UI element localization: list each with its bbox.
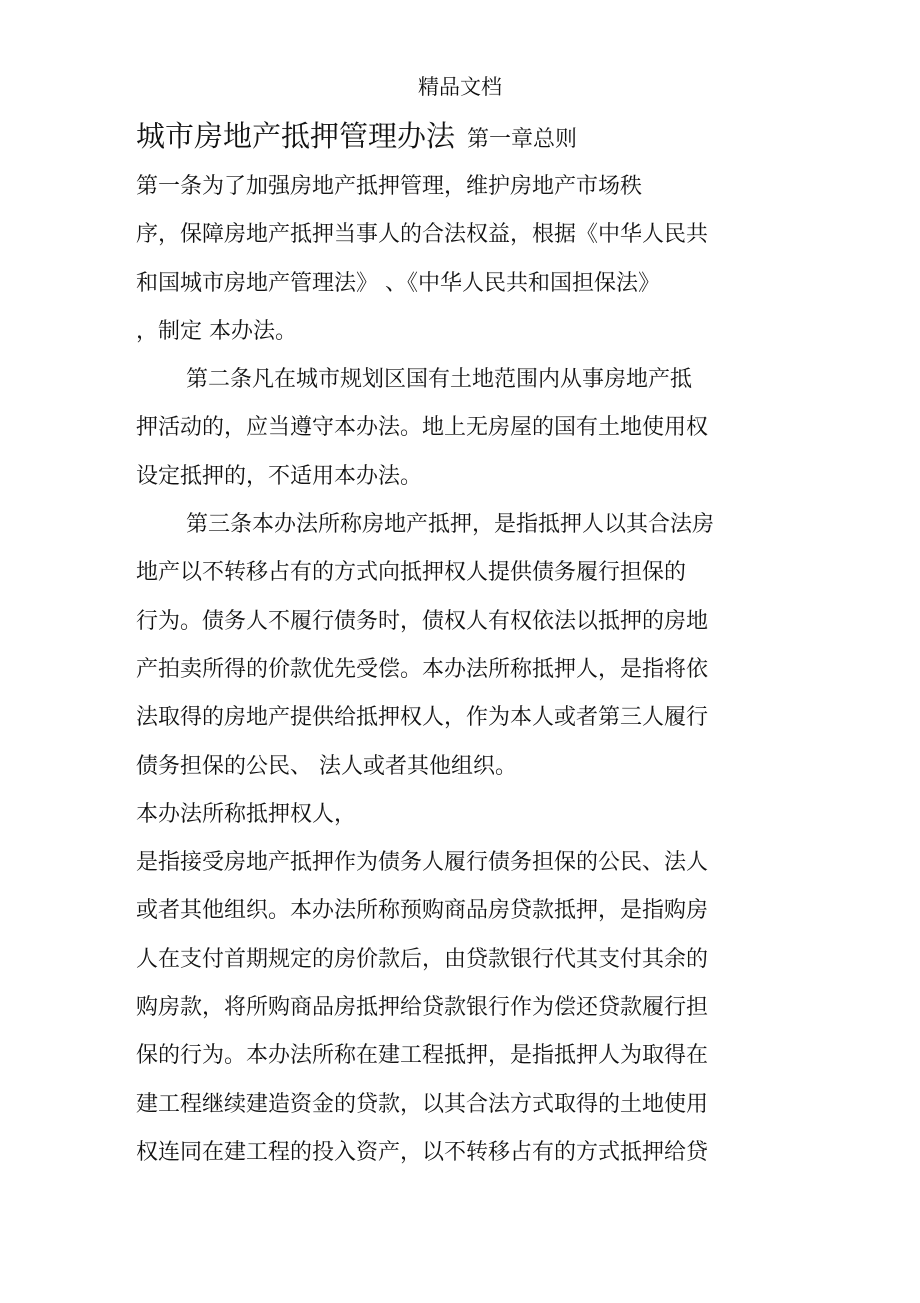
text-line: ，制定 本办法。 [136,318,297,344]
text-line: 第三条本办法所称房地产抵押，是指抵押人以其合法房 [186,512,715,538]
text-line: 第一条为了加强房地产抵押管理，维护房地产市场秩 [136,174,643,199]
text-line: 人在支付首期规定的房价款后，由贷款银行代其支付其余的 [136,946,709,972]
chapter-heading: 第一章总则 [467,127,578,152]
text-line: 序，保障房地产抵押当事人的合法权益，根据《中华人民共 [136,222,709,248]
text-line: 本办法所称抵押权人， [136,801,357,827]
text-line: 保的行为。本办法所称在建工程抵押，是指抵押人为取得在 [136,1043,709,1069]
text-line: 法取得的房地产提供给抵押权人，作为本人或者第三人履行 [136,705,709,731]
text-line: 第二条凡在城市规划区国有土地范围内从事房地产抵 [186,367,693,393]
text-line: 押活动的，应当遵守本办法。地上无房屋的国有土地使用权 [136,415,709,441]
text-line: 权连同在建工程的投入资产，以不转移占有的方式抵押给贷 [136,1139,709,1165]
text-line: 或者其他组织。本办法所称预购商品房贷款抵押，是指购房 [136,898,709,924]
text-line: 地产以不转移占有的方式向抵押权人提供债务履行担保的 [136,560,687,586]
title-main: 城市房地产抵押管理办法 [136,119,456,153]
text-line: 行为。债务人不履行债务时，债权人有权依法以抵押的房地 [136,608,709,634]
document-title [136,116,776,160]
text-line: 是指接受房地产抵押作为债务人履行债务担保的公民、法人 [136,850,709,876]
text-line: 和国城市房地产管理法》 、《中华人民共和国担保法》 [136,270,660,296]
text-line: 产拍卖所得的价款优先受偿。本办法所称抵押人，是指将依 [136,656,709,682]
document-body [136,163,776,1177]
text-line: 购房款，将所购商品房抵押给贷款银行作为偿还贷款履行担 [136,995,709,1021]
text-line: 债务担保的公民、 法人或者其他组织。 [136,753,517,779]
text-line: 设定抵押的，不适用本办法。 [136,463,423,489]
text-line: 建工程继续建造资金的贷款，以其合法方式取得的土地使用 [136,1091,709,1117]
page-header: 精品文档 [418,75,502,99]
